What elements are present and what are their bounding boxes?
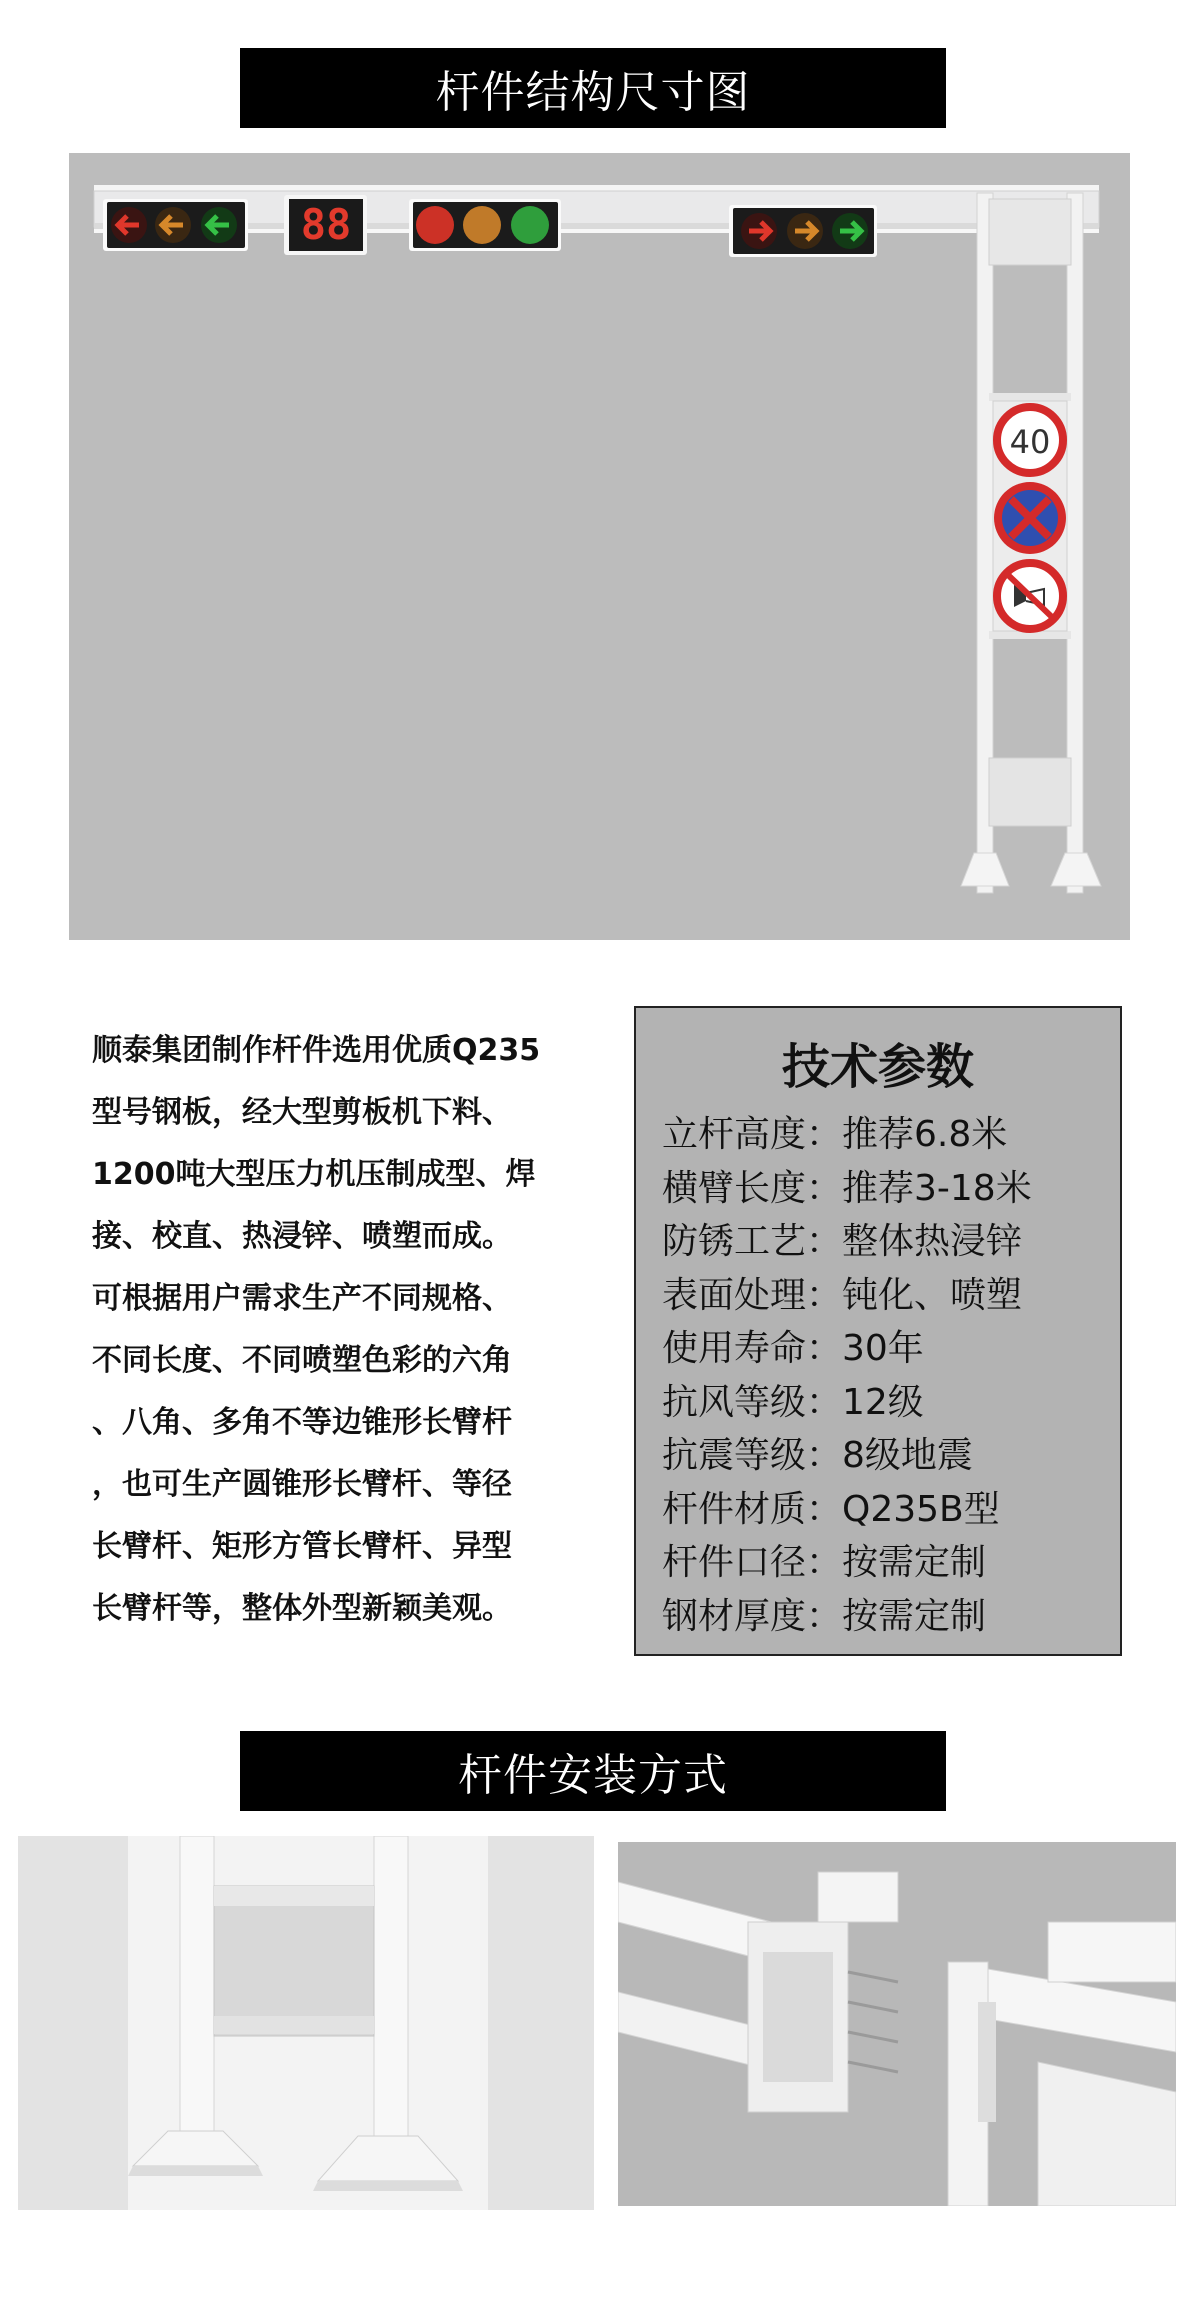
spec-item: 表面处理：钝化、喷塑 [662, 1274, 1023, 1316]
spec-item: 杆件口径：按需定制 [662, 1542, 987, 1583]
description-line: 顺泰集团制作杆件选用优质Q235 [92, 1033, 541, 1068]
right-arrow-signal-icon [741, 213, 868, 249]
spec-item: 使用寿命：30年 [662, 1328, 924, 1369]
description-line: 接、校直、热浸锌、喷塑而成。 [92, 1219, 512, 1254]
description-line: 长臂杆等，整体外型新颖美观。 [92, 1591, 512, 1626]
install-photo-base [18, 1836, 594, 2210]
arrow-signal-left [103, 199, 248, 251]
sign-panel [993, 401, 1067, 631]
spec-item: 抗风等级：12级 [662, 1381, 924, 1423]
arrow-signal-right [729, 205, 877, 257]
section-title-structure: 杆件结构尺寸图 [240, 48, 946, 128]
install-photo-joint [618, 1842, 1176, 2206]
description-line: 1200吨大型压力机压制成型、焊 [92, 1157, 536, 1192]
countdown-digits: 88 [300, 200, 352, 249]
description-line: ，也可生产圆锥形长臂杆、等径 [92, 1467, 512, 1502]
gantry-illustration [69, 153, 1130, 940]
description-line: 型号钢板，经大型剪板机下料、 [92, 1095, 512, 1130]
section-title-install: 杆件安装方式 [240, 1731, 946, 1811]
tech-specs-panel [634, 1006, 1122, 1656]
speed-limit-value: 40 [1009, 423, 1051, 461]
spec-item: 横臂长度：推荐3-18米 [662, 1167, 1032, 1209]
spec-item: 防锈工艺：整体热浸锌 [662, 1221, 1023, 1262]
no-horn-sign-icon [997, 563, 1063, 629]
product-description [92, 1020, 602, 1640]
tech-specs-list [662, 1108, 1032, 1643]
description-line: 、八角、多角不等边锥形长臂杆 [92, 1405, 512, 1440]
tech-specs-title: 技术参数 [781, 1039, 974, 1095]
countdown-display [284, 195, 367, 255]
speed-limit-sign-icon [997, 407, 1063, 473]
spec-item: 抗震等级：8级地震 [662, 1435, 973, 1476]
description-line: 可根据用户需求生产不同规格、 [92, 1281, 512, 1316]
spec-item: 杆件材质：Q235B型 [662, 1488, 1000, 1530]
description-line: 长臂杆、矩形方管长臂杆、异型 [92, 1529, 512, 1564]
description-line: 不同长度、不同喷塑色彩的六角 [92, 1343, 512, 1378]
spec-item: 钢材厚度：按需定制 [662, 1595, 987, 1637]
left-arrow-signal-icon [111, 207, 237, 243]
ball-signal [409, 199, 561, 251]
no-stopping-sign-icon [994, 482, 1066, 554]
spec-item: 立杆高度：推荐6.8米 [662, 1114, 1008, 1155]
